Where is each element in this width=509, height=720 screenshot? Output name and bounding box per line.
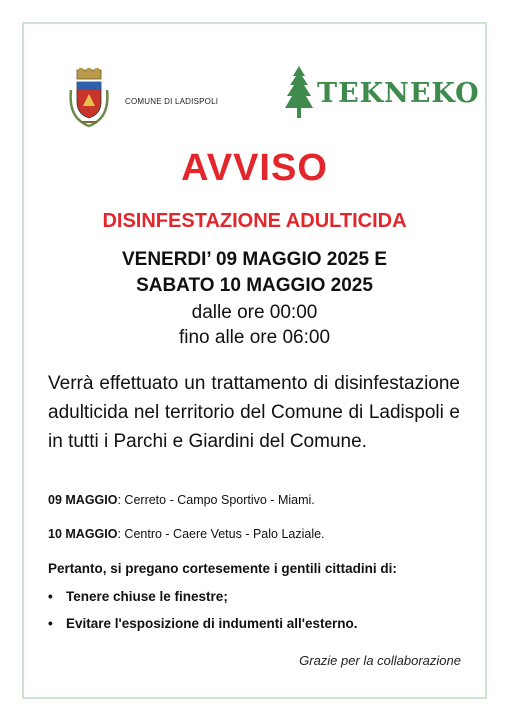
list-item-text: Evitare l'esposizione di indumenti all'esterno. [66, 616, 358, 631]
notice-subtitle: DISINFESTAZIONE ADULTICIDA [102, 210, 407, 232]
date-line-2: SABATO 10 MAGGIO 2025 [136, 275, 373, 296]
schedule-areas: Cerreto - Campo Sportivo - Miami. [124, 493, 315, 507]
comune-label: COMUNE DI LADISPOLI [125, 97, 219, 106]
thanks-note: Grazie per la collaborazione [299, 653, 461, 668]
list-item [48, 616, 358, 631]
request-intro: Pertanto, si pregano cortesemente i gentili cittadini di: [48, 561, 397, 576]
municipal-crest-logo [67, 68, 111, 130]
bullet-icon: • [48, 616, 53, 631]
notice-paragraph: Verrà effettuato un trattamento di disinfestazione adulticida nel territorio del Comune di Ladispoli e in tutti i Parchi e Giardini del Comune. [48, 373, 460, 452]
schedule-row: 09 MAGGIO: Cerreto - Campo Sportivo - Miami. [48, 493, 315, 507]
list-item [48, 589, 228, 604]
list-item-text: Tenere chiuse le finestre; [66, 589, 228, 604]
date-line-1: VENERDI’ 09 MAGGIO 2025 E [121, 249, 388, 270]
time-to: fino alle ore 06:00 [178, 327, 331, 348]
notice-title: AVVISO [181, 147, 328, 189]
tekneko-logo-text: TEKNEKO [317, 78, 480, 109]
schedule-areas: Centro - Caere Vetus - Palo Laziale. [124, 527, 325, 541]
pine-tree-icon [285, 66, 313, 118]
schedule-day: 10 MAGGIO [48, 527, 118, 541]
bullet-icon: • [48, 589, 53, 604]
schedule-row: 10 MAGGIO: Centro - Caere Vetus - Palo Laziale. [48, 527, 325, 541]
time-from: dalle ore 00:00 [191, 302, 318, 323]
schedule-day: 09 MAGGIO [48, 493, 118, 507]
